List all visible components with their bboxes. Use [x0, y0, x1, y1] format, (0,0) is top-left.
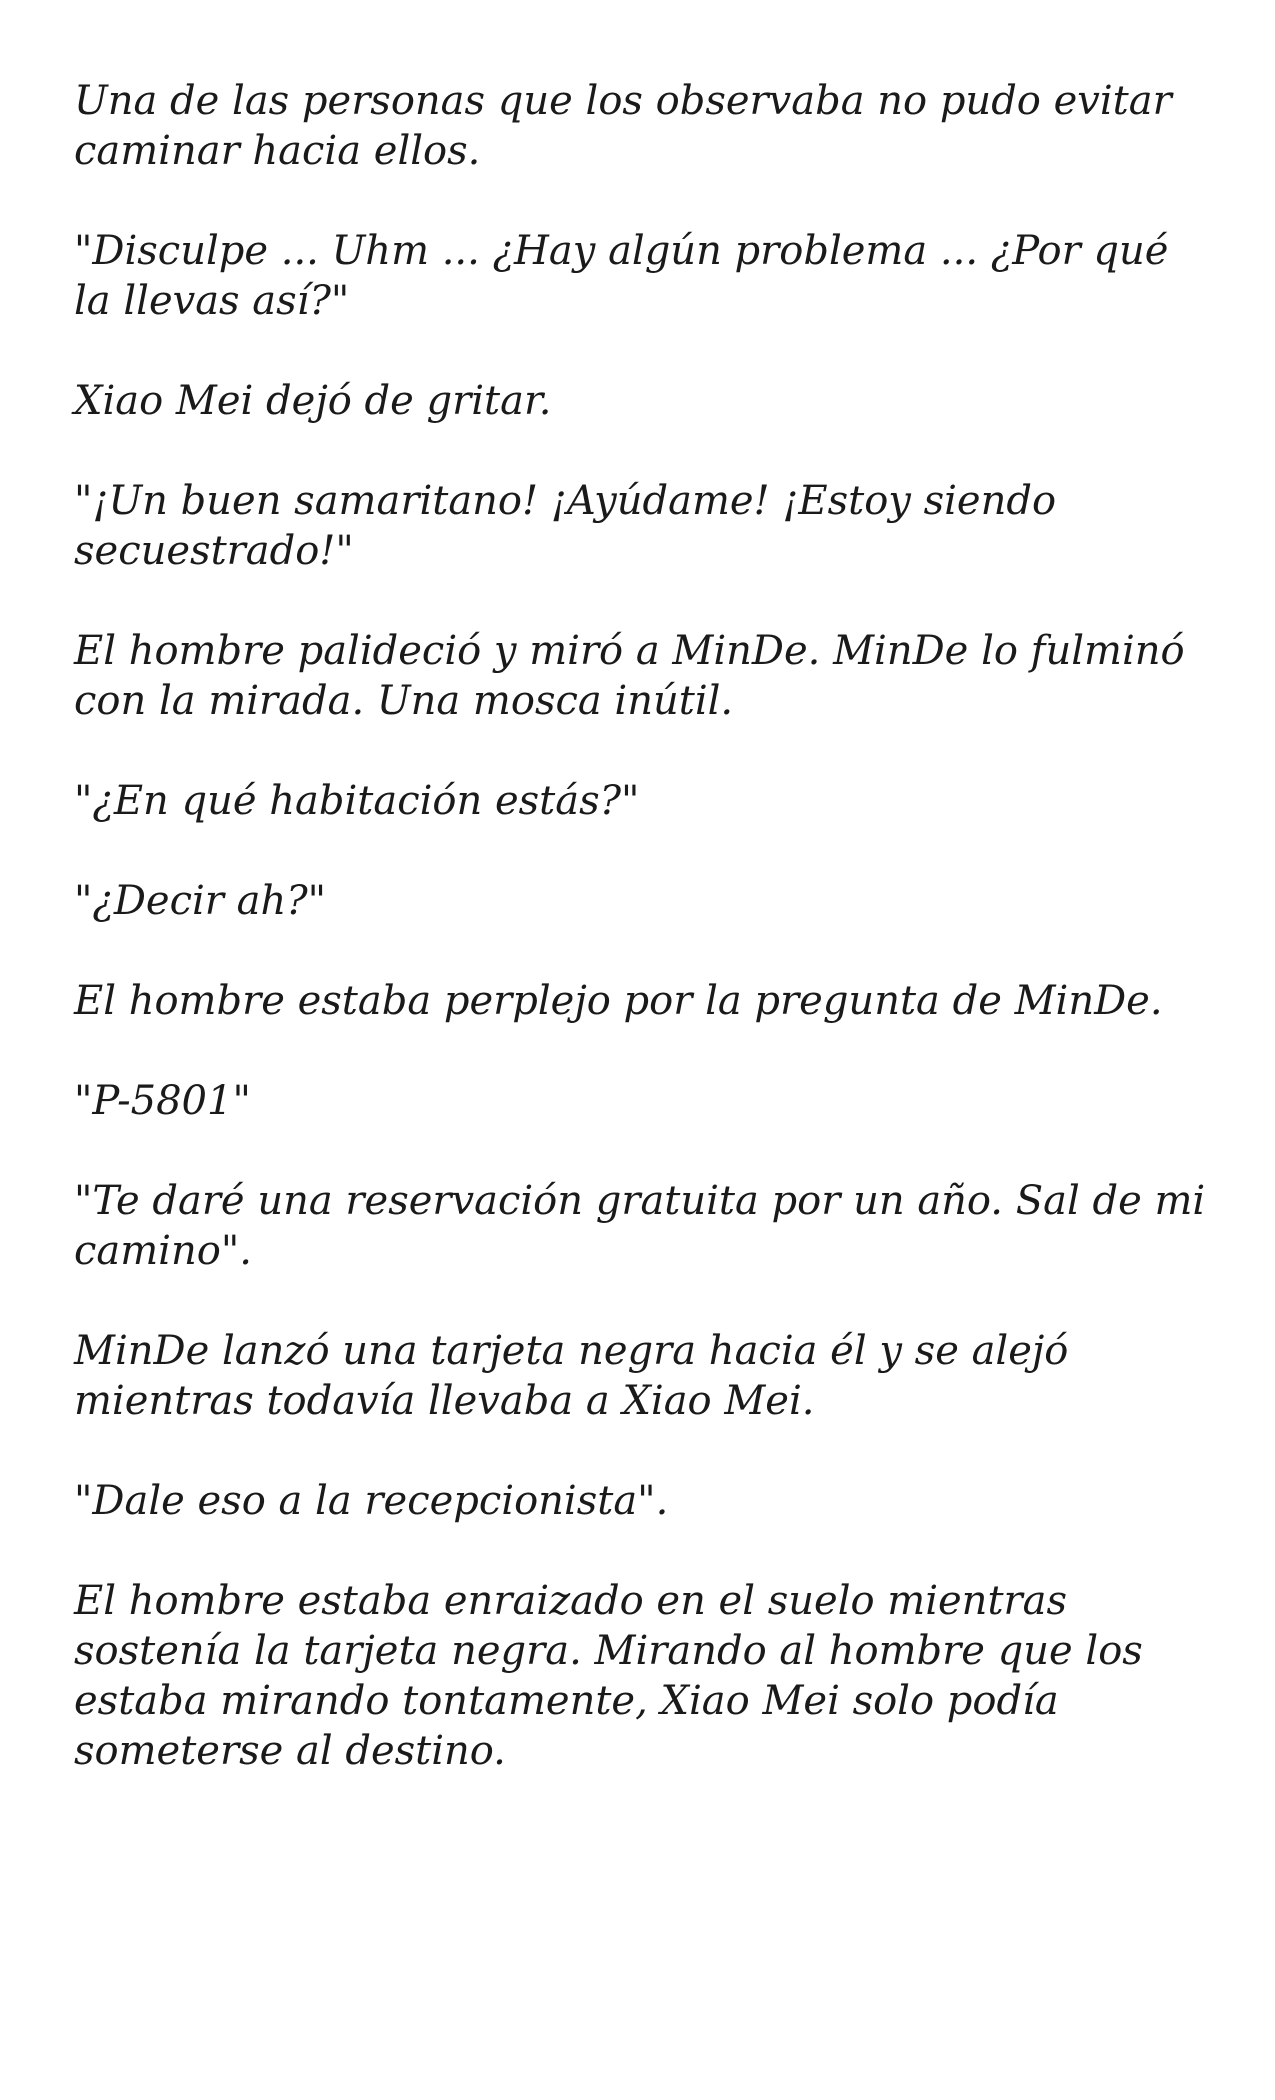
- paragraph: "Te daré una reservación gratuita por un año. Sal de mi camino".: [74, 1178, 1206, 1274]
- paragraph: "¿En qué habitación estás?": [74, 778, 640, 824]
- paragraph: El hombre palideció y miró a MinDe. MinDe lo fulminó con la mirada. Una mosca inútil.: [74, 628, 1185, 724]
- paragraph: "Dale eso a la recepcionista".: [74, 1478, 669, 1524]
- paragraph: Xiao Mei dejó de gritar.: [74, 378, 552, 424]
- paragraph: "¡Un buen samaritano! ¡Ayúdame! ¡Estoy siendo secuestrado!": [74, 478, 1057, 574]
- paragraph: El hombre estaba enraizado en el suelo mientras sostenía la tarjeta negra. Mirando al hombre que los estaba mirando tontamente, Xiao Mei solo podía someterse al destino.: [74, 1578, 1143, 1774]
- paragraph: El hombre estaba perplejo por la pregunta de MinDe.: [74, 978, 1163, 1024]
- paragraph: MinDe lanzó una tarjeta negra hacia él y se alejó mientras todavía llevaba a Xiao Mei.: [74, 1328, 1069, 1424]
- paragraph: Una de las personas que los observaba no pudo evitar caminar hacia ellos.: [74, 78, 1172, 174]
- paragraph: "¿Decir ah?": [74, 878, 327, 924]
- paragraph: "Disculpe ... Uhm ... ¿Hay algún problema ... ¿Por qué la llevas así?": [74, 228, 1169, 324]
- paragraph: "P-5801": [74, 1078, 251, 1124]
